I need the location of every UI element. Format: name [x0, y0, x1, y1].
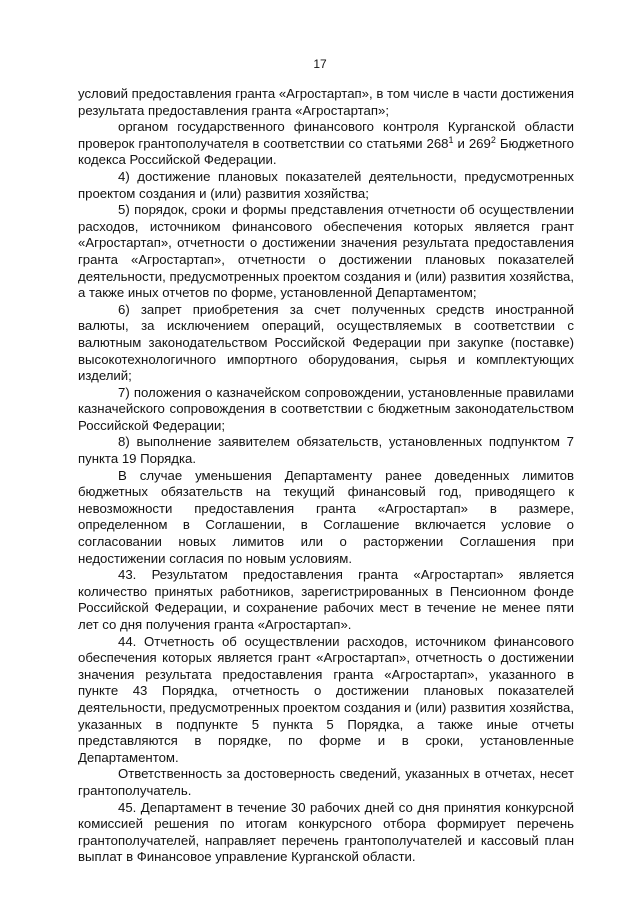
- paragraph-text: органом государственного финансового контроля Курганской области проверок грантополучателя в соответствии со статьями 268: [78, 119, 574, 151]
- superscript: 2: [490, 134, 496, 145]
- paragraph: 8) выполнение заявителем обязательств, установленных подпунктом 7 пункта 19 Порядка.: [78, 434, 574, 467]
- paragraph: [78, 119, 574, 169]
- paragraph: 4) достижение плановых показателей деятельности, предусмотренных проектом создания и (или) развития хозяйства;: [78, 168, 574, 201]
- paragraph: Ответственность за достоверность сведений, указанных в отчетах, несет грантополучатель.: [78, 766, 574, 798]
- paragraph: 7) положения о казначейском сопровождении, установленные правилами казначейского сопровождения в соответствии с бюджетным законодательством Российской Федерации;: [78, 384, 574, 433]
- paragraph: 6) запрет приобретения за счет полученных средств иностранной валюты, за исключением операций, осуществляемых в соответствии с валютным законодательством Российской Федерации при закупке (поставке) высокотехнологичного импортного оборудования, сырья и комплектующих изделий;: [78, 301, 574, 384]
- paragraph: 45. Департамент в течение 30 рабочих дней со дня принятия конкурсной комиссией решения по итогам конкурсного отбора формирует перечень грантополучателей, направляет перечень грантополучателей и кассовый план выплат в Финансовое управление Курганской области.: [78, 799, 574, 865]
- paragraph: условий предоставления гранта «Агростартап», в том числе в части достижения результата предоставления гранта «Агростартап»;: [78, 86, 574, 118]
- paragraph: 44. Отчетность об осуществлении расходов, источником финансового обеспечения которых является грант «Агростартап», отчетность о достижении значения результата предоставления гранта «Агростартап», указанного в пункте 43 Порядка, отчетность о достижении плановых показателей деятельности, предусмотренных проектом создания и (или) развития хозяйства, указанных в подпункте 5 пункта 5 Порядка, а также иные отчеты представляются в порядке, по форме и в сроки, установленные Департаментом.: [78, 633, 574, 765]
- paragraph-text: Бюджетного кодекса Российской Федерации.: [78, 135, 575, 168]
- paragraph: В случае уменьшения Департаменту ранее доведенных лимитов бюджетных обязательств на текущий финансовый год, приводящего к невозможности предоставления гранта «Агростартап» в размере, определенном в Соглашении, в Соглашение включается условие о согласовании новых лимитов или о расторжении Соглашения при недостижении согласия по новым условиям.: [78, 467, 574, 566]
- paragraph-text: и 269: [453, 135, 491, 151]
- document-body: [78, 86, 574, 866]
- page-number: 17: [313, 57, 327, 71]
- paragraph: 43. Результатом предоставления гранта «Агростартап» является количество принятых работников, зарегистрированных в Пенсионном фонде Российской Федерации, и сохранение рабочих мест в течение не менее пяти лет со дня получения гранта «Агростартап».: [78, 567, 574, 632]
- paragraph: 5) порядок, сроки и формы представления отчетности об осуществлении расходов, источником финансового обеспечения которых является грант «Агростартап», отчетности о достижении значения результата предоставления гранта «Агростартап», отчетности о достижении плановых показателей деятельности, предусмотренных проектом создания и (или) развития хозяйства, а также иных отчетов по форме, установленной Департаментом;: [78, 202, 574, 301]
- superscript: 1: [448, 134, 454, 145]
